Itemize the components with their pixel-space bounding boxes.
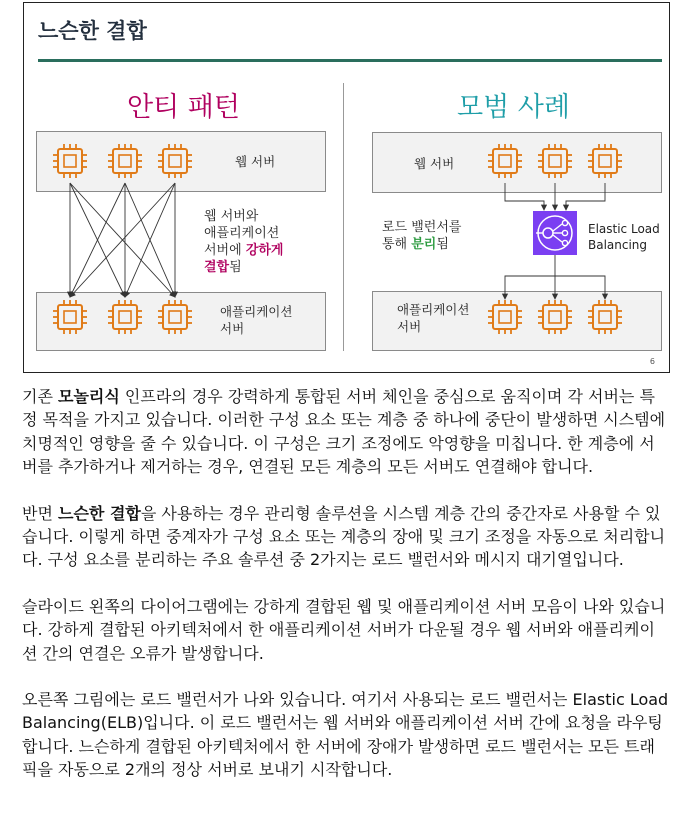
architecture-diagram (24, 3, 669, 372)
notes-p1-post: 인프라의 경우 강력하게 통합된 서버 체인을 중심으로 움직이며 각 서버는 특정 목적을 가지고 있습니다. 이러한 구성 요소 또는 계층 중 하나에 중단이 발생하면 시스템에 치명적인 영향을 줄 수 있습니다. 이 구성은 크기 조정에도 악영향을 미칩니다. 한 계층에 서버를 추가하거나 제거하는 경우, 연결된 모든 계층의 모든 서버도 연결해야 합니다. (22, 387, 666, 477)
best-app-server-chip-icon (538, 300, 572, 334)
anti-web-server-label: 웹 서버 (235, 154, 276, 169)
notes-p2-pre: 반면 (22, 503, 58, 523)
best-app-server-label-line1: 애플리케이션 (397, 302, 470, 317)
notes-p2-bold: 느슨한 결합 (58, 503, 141, 523)
anti-app-server-label-line2: 서버 (220, 321, 245, 336)
anti-web-server-chip-icon (158, 144, 192, 178)
slide (23, 2, 670, 373)
best-web-server-chip-icon (588, 144, 622, 178)
best-app-server-chip-icon (588, 300, 622, 334)
best-app-server-label-line2: 서버 (397, 319, 422, 334)
tight-coupling-line1: 웹 서버와 (204, 209, 259, 224)
anti-pattern-heading: 안티 패턴 (127, 92, 240, 123)
notes-paragraph-3: 슬라이드 왼쪽의 다이어그램에는 강하게 결합된 웹 및 애플리케이션 서버 모음이 나와 있습니다. 강하게 결합된 아키텍처에서 한 애플리케이션 서버가 다운될 경우 웹 서버와 애플리케이션 간의 연결은 오류가 발생합니다. (22, 596, 666, 663)
slide-title: 느슨한 결합 (38, 19, 147, 43)
decoupled-line2-prefix: 통해 (382, 237, 412, 252)
anti-web-server-chip-icon (108, 144, 142, 178)
tight-coupling-line4-suffix: 됨 (229, 260, 242, 275)
best-web-server-label: 웹 서버 (414, 156, 455, 171)
elb-label-line1: Elastic Load (588, 222, 660, 236)
tight-coupling-line3-prefix: 서버에 (204, 243, 246, 258)
coupling-highlight: 결합 (204, 260, 230, 275)
notes-p1-pre: 기존 (22, 387, 58, 406)
decoupled-line2-suffix: 됨 (436, 237, 449, 252)
anti-app-server-chip-icon (108, 300, 142, 334)
elb-label-line2: Balancing (588, 238, 648, 252)
best-web-server-chip-icon (488, 144, 522, 178)
anti-app-server-label-line1: 애플리케이션 (220, 304, 293, 319)
tight-coupling-line2: 애플리케이션 (204, 226, 280, 241)
notes-paragraph-1 (22, 385, 670, 479)
notes-paragraph-4: 오른쪽 그림에는 로드 밸런서가 나와 있습니다. 여기서 사용되는 로드 밸런서는 Elastic Load Balancing(ELB)입니다. 이 로드 밸런서는 웹 서버와 애플리케이션 서버 간에 요청을 라우팅합니다. 느슨하게 결합된 아키텍처에서 한 서버에 장애가 발생하면 로드 밸런서는 모든 트래픽을 자동으로 2개의 정상 서버로 보내기 시작합니다. (22, 690, 669, 780)
best-practice-heading: 모범 사례 (457, 92, 570, 123)
anti-web-server-chip-icon (53, 144, 87, 178)
slide-page-number: 6 (649, 357, 655, 366)
anti-app-server-chip-icon (53, 300, 87, 334)
tight-coupling-highlight: 강하게 (245, 243, 284, 258)
speaker-notes (22, 385, 670, 805)
elastic-load-balancing-icon (533, 211, 577, 255)
notes-paragraph-2 (22, 502, 670, 572)
notes-p1-bold: 모놀리식 (58, 387, 120, 406)
decoupled-line1: 로드 밸런서를 (382, 220, 462, 235)
decoupled-highlight: 분리 (411, 237, 437, 252)
best-app-server-chip-icon (488, 300, 522, 334)
best-web-server-chip-icon (538, 144, 572, 178)
anti-app-server-chip-icon (158, 300, 192, 334)
notes-p2-post: 을 사용하는 경우 관리형 솔루션을 시스템 계층 간의 중간자로 사용할 수 있습니다. 이렇게 하면 중계자가 구성 요소 또는 계층의 장애 및 크기 조정을 자동으로 처리합니다. 구성 요소를 분리하는 주요 솔루션 중 2가지는 로드 밸런서와 메시지 대기열입니다. (22, 503, 666, 570)
